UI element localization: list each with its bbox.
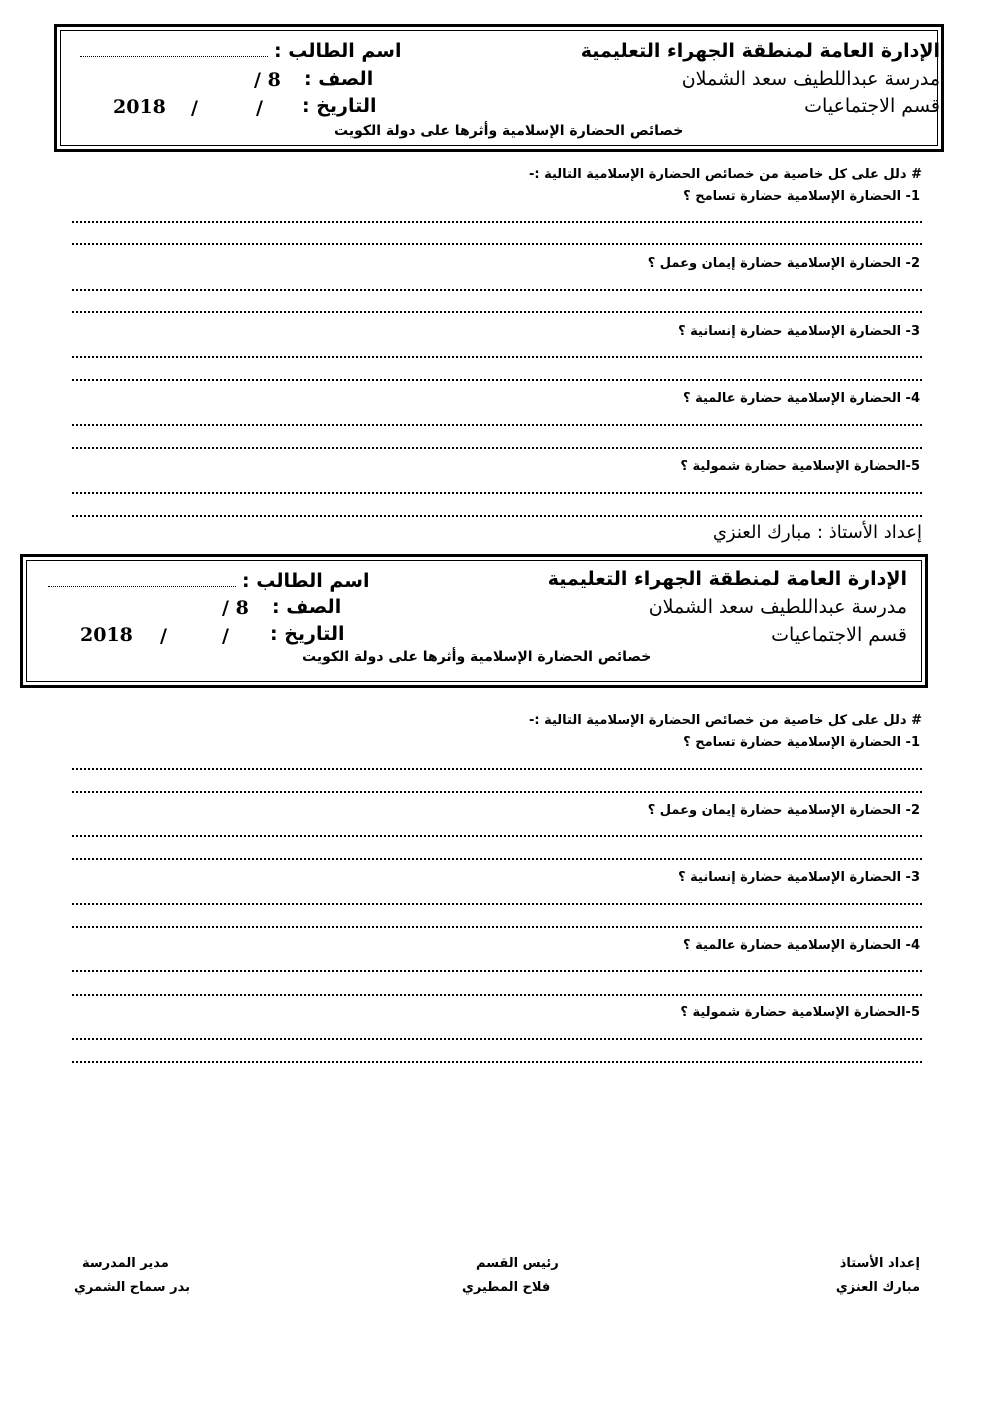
question-4: 4- الحضارة الإسلامية حضارة عالمية ؟ xyxy=(683,391,920,406)
class-label: الصف : xyxy=(272,596,342,618)
instruction: # دلل على كل خاصية من خصائص الحضارة الإسلامية التالية :- xyxy=(528,713,922,728)
answer-line[interactable] xyxy=(72,243,922,245)
date-label: التاريخ : xyxy=(270,623,345,645)
class-value: 8 / xyxy=(222,597,249,619)
answer-line[interactable] xyxy=(72,903,922,905)
answer-line[interactable] xyxy=(72,926,922,928)
answer-line[interactable] xyxy=(72,970,922,972)
prepared-by: إعداد الأستاذ : مبارك العنزي xyxy=(712,522,922,543)
answer-line[interactable] xyxy=(72,311,922,313)
answer-line[interactable] xyxy=(72,424,922,426)
answer-line[interactable] xyxy=(72,994,922,996)
answer-line[interactable] xyxy=(72,791,922,793)
directorate-name: الإدارة العامة لمنطقة الجهراء التعليمية xyxy=(547,568,907,590)
student-name-blank[interactable] xyxy=(48,586,236,587)
department-head-name: فلاح المطيري xyxy=(462,1280,551,1295)
question-1: 1- الحضارة الإسلامية حضارة تسامح ؟ xyxy=(683,189,920,204)
principal-title: مدير المدرسة xyxy=(82,1256,169,1271)
question-3: 3- الحضارة الإسلامية حضارة إنسانية ؟ xyxy=(678,324,920,339)
question-3: 3- الحضارة الإسلامية حضارة إنسانية ؟ xyxy=(678,870,920,885)
date-slash-1: / xyxy=(256,97,263,119)
student-name-label: اسم الطالب : xyxy=(242,570,370,592)
student-name-label: اسم الطالب : xyxy=(274,40,402,62)
answer-line[interactable] xyxy=(72,1061,922,1063)
answer-line[interactable] xyxy=(72,379,922,381)
question-4: 4- الحضارة الإسلامية حضارة عالمية ؟ xyxy=(683,938,920,953)
date-slash-2: / xyxy=(160,625,167,647)
worksheet-title: خصائص الحضارة الإسلامية وأثرها على دولة الكويت xyxy=(334,123,684,139)
date-year: 2018 xyxy=(80,624,133,646)
date-label: التاريخ : xyxy=(302,95,377,117)
question-1: 1- الحضارة الإسلامية حضارة تسامح ؟ xyxy=(683,735,920,750)
class-label: الصف : xyxy=(304,68,374,90)
date-slash-2: / xyxy=(191,97,198,119)
answer-line[interactable] xyxy=(72,447,922,449)
date-year: 2018 xyxy=(113,96,166,118)
date-slash-1: / xyxy=(222,625,229,647)
answer-line[interactable] xyxy=(72,289,922,291)
answer-line[interactable] xyxy=(72,835,922,837)
teacher-title: إعداد الأستاذ xyxy=(839,1256,920,1271)
school-name: مدرسة عبداللطيف سعد الشملان xyxy=(648,596,907,618)
answer-line[interactable] xyxy=(72,768,922,770)
answer-line[interactable] xyxy=(72,1038,922,1040)
worksheet-title: خصائص الحضارة الإسلامية وأثرها على دولة الكويت xyxy=(302,649,652,665)
question-5: 5-الحضارة الإسلامية حضارة شمولية ؟ xyxy=(680,1005,920,1020)
principal-name: بدر سماح الشمري xyxy=(74,1280,190,1295)
department-name: قسم الاجتماعيات xyxy=(804,95,940,117)
answer-line[interactable] xyxy=(72,858,922,860)
teacher-name: مبارك العنزي xyxy=(835,1280,920,1295)
answer-line[interactable] xyxy=(72,356,922,358)
class-value: 8 / xyxy=(254,69,281,91)
directorate-name: الإدارة العامة لمنطقة الجهراء التعليمية xyxy=(580,40,940,62)
answer-line[interactable] xyxy=(72,515,922,517)
answer-line[interactable] xyxy=(72,221,922,223)
question-2: 2- الحضارة الإسلامية حضارة إيمان وعمل ؟ xyxy=(647,803,920,818)
answer-line[interactable] xyxy=(72,492,922,494)
school-name: مدرسة عبداللطيف سعد الشملان xyxy=(681,68,940,90)
question-2: 2- الحضارة الإسلامية حضارة إيمان وعمل ؟ xyxy=(647,256,920,271)
question-5: 5-الحضارة الإسلامية حضارة شمولية ؟ xyxy=(680,459,920,474)
department-name: قسم الاجتماعيات xyxy=(771,624,907,646)
student-name-blank[interactable] xyxy=(80,56,268,57)
instruction: # دلل على كل خاصية من خصائص الحضارة الإسلامية التالية :- xyxy=(528,167,922,182)
department-head-title: رئيس القسم xyxy=(476,1256,559,1271)
